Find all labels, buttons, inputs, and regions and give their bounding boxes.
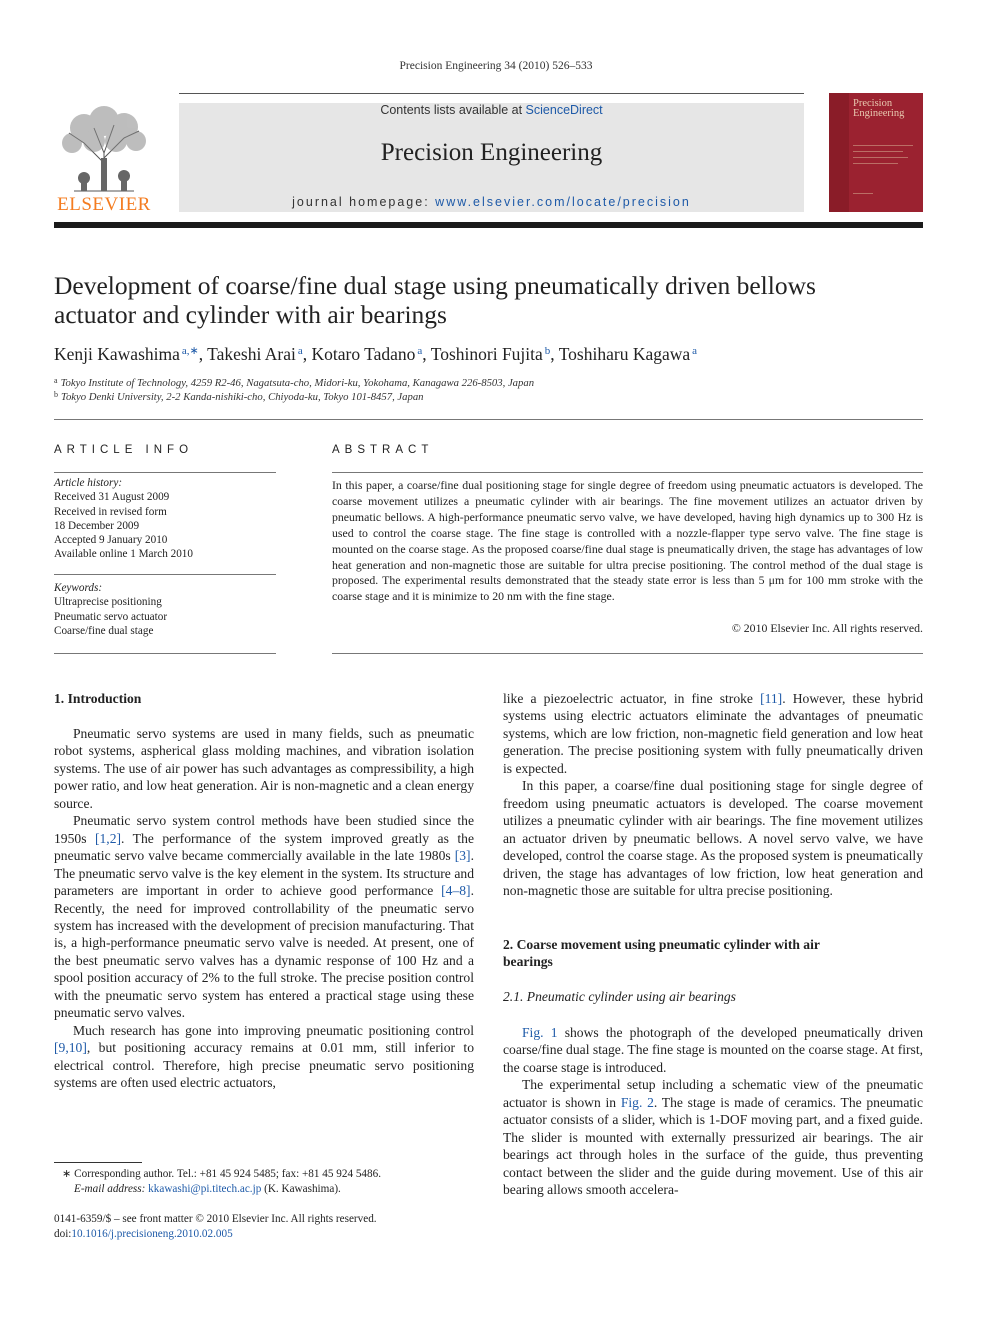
keyword[interactable]: Coarse/fine dual stage (54, 624, 154, 637)
email-footnote: E-mail address: kkawashi@pi.titech.ac.jp (K. Kawashima). (74, 1183, 341, 1195)
author-name[interactable]: Kotaro Tadano (311, 344, 416, 364)
left-column (54, 725, 474, 1092)
citation-link[interactable]: [4–8] (441, 883, 471, 899)
history-item: Accepted 9 January 2010 (54, 534, 168, 547)
section-heading-introduction: 1. Introduction (54, 691, 142, 706)
homepage-link[interactable]: www.elsevier.com/locate/precision (435, 195, 691, 209)
history-item: Received 31 August 2009 (54, 491, 170, 504)
author-list: Kenji Kawashima $^{a,∗}$, Takeshi Arai $^a$, Kotaro Tadano $^a$, Toshinori Fujita $^b$, Toshiharu Kagawa $^a$ (54, 344, 698, 364)
paragraph: Pneumatic servo system control methods have been studied since the 1950s [1,2]. The performance of the system improved greatly as the pneumatic servo valve became commercially available in the late 1980s [3]. The pneumatic servo valve is the key element in the system. Its structure and parameters are important in order to achieve good performance [4–8]. Recently, the need for improved controllability of the pneumatic servo system has increased with the development of precision manufacturing. That is, a high-performance pneumatic servo valve is needed. At present, one of the best pneumatic servo valves has a dynamic response of 100 Hz and a spool position accuracy of 2% to the full stroke. The precise position control with the pneumatic servo system has entered a practical stage using these pneumatic servo valves. (54, 813, 474, 1021)
cover-stripe (829, 93, 849, 212)
header-divider (54, 222, 923, 228)
citation-link[interactable]: [1,2] (94, 830, 122, 846)
article-info-rule (54, 472, 276, 473)
article-history (54, 476, 276, 562)
abstract-rule (332, 653, 923, 654)
issn-line: 0141-6359/$ – see front matter © 2010 Elsevier Inc. All rights reserved. (54, 1213, 377, 1225)
author-name[interactable]: Takeshi Arai (207, 344, 296, 364)
abstract-copyright: © 2010 Elsevier Inc. All rights reserved. (731, 621, 923, 635)
cover-title: Precision Engineering (853, 98, 905, 119)
history-item: 18 December 2009 (54, 519, 140, 532)
figure-link[interactable]: Fig. 1 (522, 1025, 558, 1040)
homepage-prefix: journal homepage: (292, 195, 436, 209)
journal-homepage-line (179, 195, 804, 209)
author-name[interactable]: Toshinori Fujita (430, 344, 543, 364)
keyword[interactable]: Ultraprecise positioning (54, 596, 162, 609)
keywords (54, 581, 276, 638)
paragraph: like a piezoelectric actuator, in fine stroke [11]. However, these hybrid systems using electric actuators eliminate the advantages of pneumatic systems, which are low friction, non-magnetic field generation and low heat generation. The precise positioning system with fully pneumatically driven is expected. (503, 691, 923, 776)
header-top-rule (179, 93, 804, 94)
article-info-heading: ARTICLE INFO (54, 444, 194, 456)
contents-prefix: Contents lists available at (380, 103, 526, 117)
doi-link[interactable]: 10.1016/j.precisioneng.2010.02.005 (71, 1228, 233, 1240)
contents-line (179, 103, 804, 117)
citation-link[interactable]: [3] (454, 848, 471, 864)
abstract-text: In this paper, a coarse/fine dual positioning stage for single degree of freedom using pneumatic actuators is developed. The coarse movement utilizes a pneumatic cylinder with air bearings. The fine movement utilizes an actuator driven by pneumatic bellows. A high-performance pneumatic servo valve, we have developed, having high dynamics up to 300 Hz is used to control the coarse stage. The fine stage is controlled with a nozzle-flapper type servo valve. The fine stage is mounted on the coarse stage. As the proposed coarse/fine dual stage is pneumatically driven, the stage has advantages of low heat generation and non-magnetic those are suitable for ultra precise positioning. The control method of the dual stage is proposed. The experimental results demonstrated that the steady state error is less than 5 μm for 100 mm stroke with the coarse stage and it is minimize to 20 nm with the fine stage. (332, 478, 923, 604)
paragraph: Much research has gone into improving pneumatic positioning control [9,10], but positioning accuracy remains at 0.01 mm, still inferior to electrical control. Therefore, high precise pneumatic servo positioning systems are often used electric actuators, (54, 1022, 474, 1091)
author-affiliation-mark[interactable]: a,∗ (181, 345, 199, 357)
doi-line: doi:10.1016/j.precisioneng.2010.02.005 (54, 1228, 233, 1240)
paper-title: Development of coarse/fine dual stage using pneumatically driven bellows actuator and cylinder with air bearings (54, 271, 816, 329)
paragraph: Fig. 1 shows the photograph of the developed pneumatically driven coarse/fine dual stage. The fine stage is mounted on the coarse stage. At first, the coarse stage is introduced. (503, 1025, 923, 1075)
paragraph: In this paper, a coarse/fine dual positioning stage for single degree of freedom using pneumatic actuators is developed. The coarse movement utilizes a pneumatic cylinder with air bearings. The fine movement utilizes an actuator driven by pneumatic bellows. A novel servo valve, we have developed, control the coarse stage. As the proposed system is pneumatically driven, the stage has advantages of low friction, low heat generation and non-magnetic those are suitable for ultra precise positioning. (503, 778, 923, 898)
section-heading-coarse-movement: 2. Coarse movement using pneumatic cylinder with air bearings (503, 937, 820, 970)
right-column-top (503, 690, 923, 899)
author-affiliation-mark[interactable]: a (417, 345, 423, 357)
author-affiliation-mark[interactable]: a (692, 345, 698, 357)
journal-citation: Precision Engineering 34 (2010) 526–533 (399, 60, 593, 72)
cover-text-line (853, 193, 873, 194)
author-name[interactable]: Toshiharu Kagawa (558, 344, 691, 364)
figure-link[interactable]: Fig. 2 (620, 1094, 654, 1110)
author-name[interactable]: Kenji Kawashima (54, 344, 180, 364)
cover-text-line (853, 145, 913, 146)
history-item: Received in revised form (54, 505, 167, 518)
abstract-heading: ABSTRACT (332, 444, 434, 456)
cover-text-line (853, 151, 903, 152)
title-divider (54, 419, 923, 420)
citation-link[interactable]: [9,10] (54, 1040, 87, 1056)
author-affiliation-mark[interactable]: a (297, 345, 303, 357)
journal-cover-thumbnail[interactable] (829, 93, 923, 212)
sciencedirect-link[interactable]: ScienceDirect (525, 103, 603, 117)
history-label: Article history: (54, 477, 123, 489)
keywords-label: Keywords: (54, 582, 103, 594)
keyword[interactable]: Pneumatic servo actuator (54, 610, 168, 623)
footnote-rule (54, 1162, 142, 1163)
cover-text-line (853, 157, 908, 158)
affiliation: $^a$ Tokyo Institute of Technology, 4259 R2-46, Nagatsuta-cho, Midori-ku, Yokohama, Kanagawa 226-8503, Japan (54, 376, 535, 389)
journal-name: Precision Engineering (380, 139, 603, 166)
abstract-rule (332, 472, 923, 473)
author-affiliation-mark[interactable]: b (544, 345, 551, 357)
article-info-rule (54, 574, 276, 575)
paragraph: The experimental setup including a schematic view of the pneumatic actuator is shown in Fig. 2. The stage is made of ceramics. The pneumatic actuator consists of a slider, which is 1-DOF moving part, and a fixed guide. The slider is mounted with externally pressurized air bearings. The air bearings act through holes in the surface of the guide, thus preventing contact between the slider and the guide during movement. Use of this air bearing allows smooth accelera- (503, 1077, 923, 1198)
corresponding-author-footnote: ∗ Corresponding author. Tel.: +81 45 924 5485; fax: +81 45 924 5486. (62, 1168, 382, 1180)
citation-link[interactable]: [11] (760, 691, 783, 706)
subsection-heading: 2.1. Pneumatic cylinder using air bearings (503, 989, 736, 1004)
right-column-bottom (503, 1024, 923, 1199)
cover-text-line (853, 163, 898, 164)
paragraph: Pneumatic servo systems are used in many fields, such as pneumatic robot systems, aspherical glass molding machines, and vibration isolation systems. The use of air power has such advantages as compressibility, a high power ratio, and low heat generation. Air is non-magnetic and a clean energy source. (54, 726, 474, 811)
history-item: Available online 1 March 2010 (54, 548, 193, 561)
email-link[interactable]: kkawashi@pi.titech.ac.jp (148, 1183, 262, 1195)
affiliation: $^b$ Tokyo Denki University, 2-2 Kanda-nishiki-cho, Chiyoda-ku, Tokyo 101-8457, Japan (54, 390, 424, 403)
article-info-rule (54, 653, 276, 654)
elsevier-wordmark: ELSEVIER (57, 194, 151, 215)
